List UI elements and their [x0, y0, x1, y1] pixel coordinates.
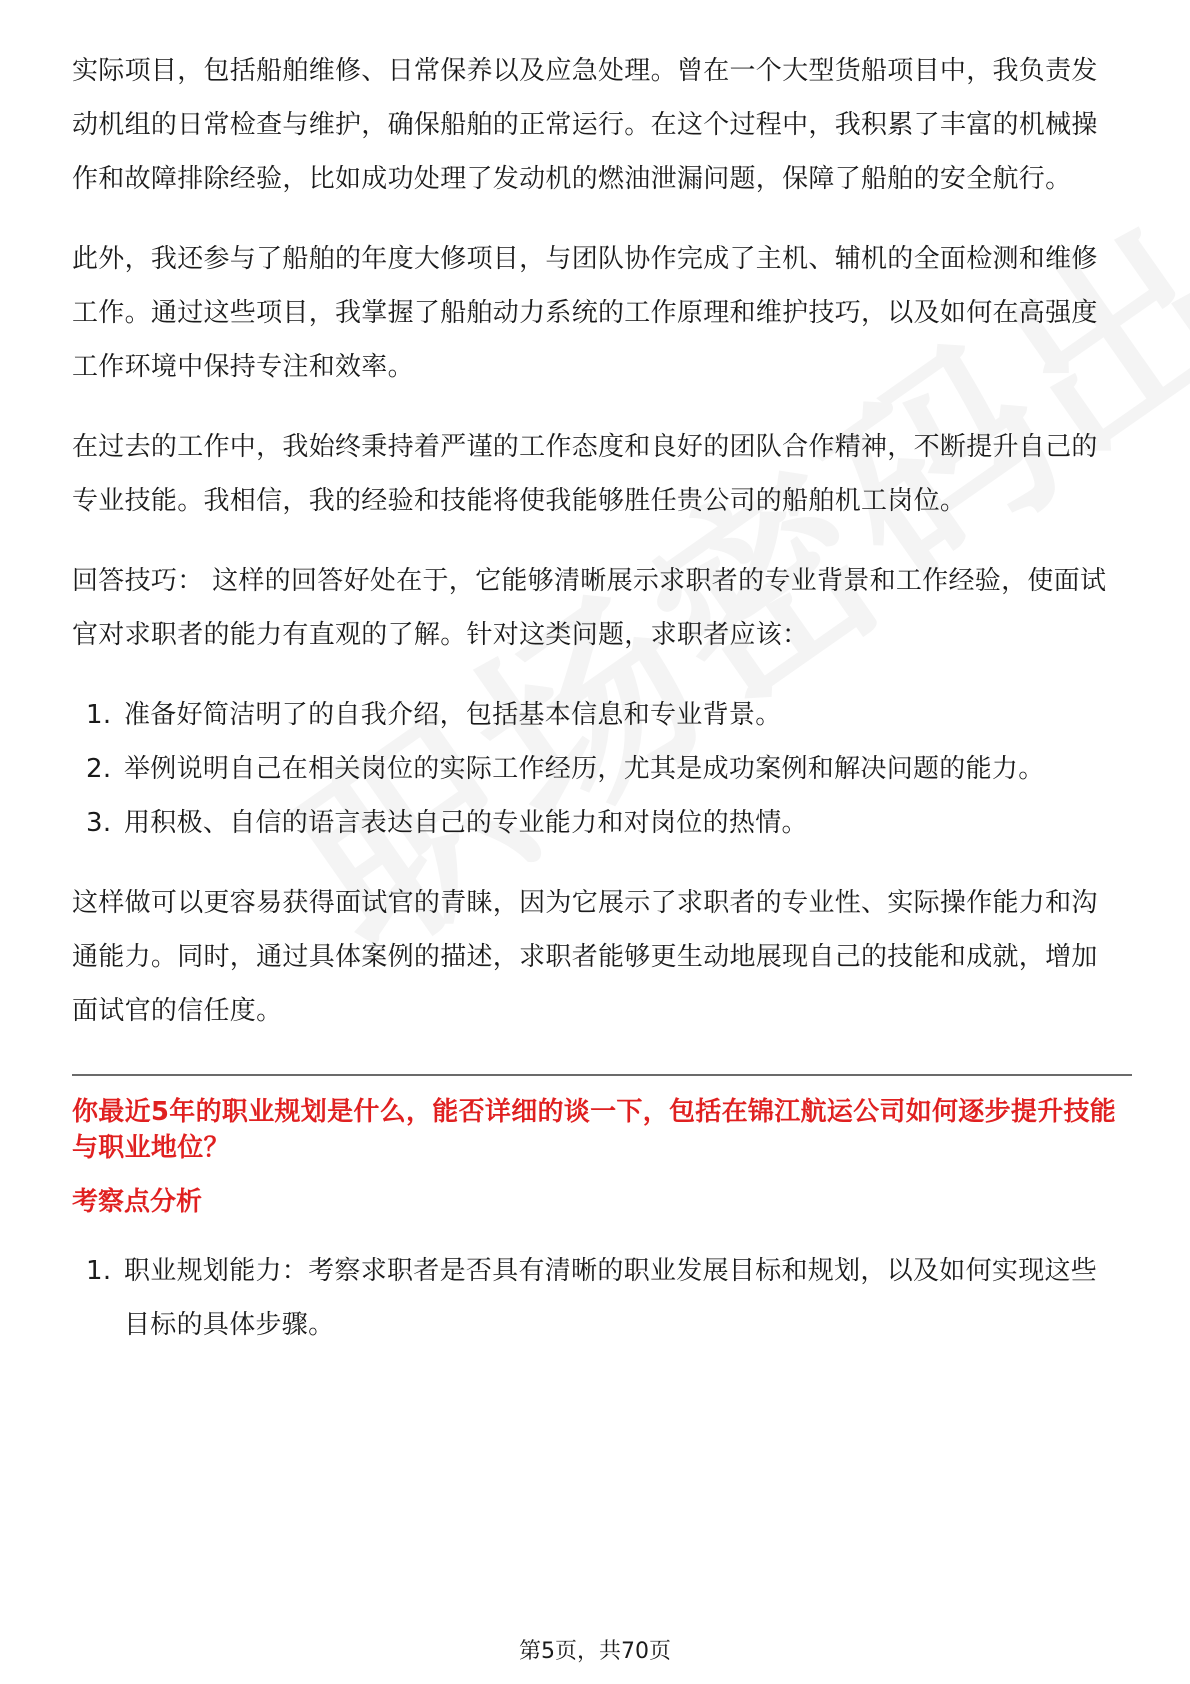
analysis-list	[72, 1244, 1122, 1352]
list-item-text: 准备好简洁明了的自我介绍，包括基本信息和专业背景。	[124, 700, 782, 730]
list-number: 3.	[86, 808, 112, 838]
document-body	[72, 44, 1122, 1378]
list-item	[72, 688, 1122, 742]
list-number: 1.	[86, 1256, 112, 1286]
answer-tips-intro: 回答技巧： 这样的回答好处在于，它能够清晰展示求职者的专业背景和工作经验，使面试官对求职者的能力有直观的了解。针对这类问题，求职者应该：	[72, 566, 1107, 650]
list-item-text: 举例说明自己在相关岗位的实际工作经历，尤其是成功案例和解决问题的能力。	[124, 754, 1045, 784]
list-item	[72, 1244, 1122, 1352]
list-item-text: 职业规划能力：考察求职者是否具有清晰的职业发展目标和规划，以及如何实现这些目标的具体步骤。	[124, 1256, 1098, 1340]
list-number: 1.	[86, 700, 112, 730]
question-heading: 你最近5年的职业规划是什么，能否详细的谈一下，包括在锦江航运公司如何逐步提升技能与职业地位？	[72, 1097, 1117, 1163]
section-divider	[72, 1074, 1132, 1076]
list-item	[72, 796, 1122, 850]
page-footer: 第5页，共70页	[519, 1639, 671, 1664]
paragraph: 此外，我还参与了船舶的年度大修项目，与团队协作完成了主机、辅机的全面检测和维修工作。通过这些项目，我掌握了船舶动力系统的工作原理和维护技巧，以及如何在高强度工作环境中保持专注和效率。	[72, 244, 1098, 382]
analysis-title: 考察点分析	[72, 1187, 203, 1217]
list-number: 2.	[86, 754, 112, 784]
paragraph: 实际项目，包括船舶维修、日常保养以及应急处理。曾在一个大型货船项目中，我负责发动机组的日常检查与维护，确保船舶的正常运行。在这个过程中，我积累了丰富的机械操作和故障排除经验，比如成功处理了发动机的燃油泄漏问题，保障了船舶的安全航行。	[72, 56, 1098, 194]
tips-list	[72, 688, 1122, 850]
closing-paragraph: 这样做可以更容易获得面试官的青睐，因为它展示了求职者的专业性、实际操作能力和沟通能力。同时，通过具体案例的描述，求职者能够更生动地展现自己的技能和成就，增加面试官的信任度。	[72, 888, 1098, 1026]
paragraph: 在过去的工作中，我始终秉持着严谨的工作态度和良好的团队合作精神，不断提升自己的专业技能。我相信，我的经验和技能将使我能够胜任贵公司的船舶机工岗位。	[72, 432, 1098, 516]
list-item	[72, 742, 1122, 796]
list-item-text: 用积极、自信的语言表达自己的专业能力和对岗位的热情。	[124, 808, 808, 838]
